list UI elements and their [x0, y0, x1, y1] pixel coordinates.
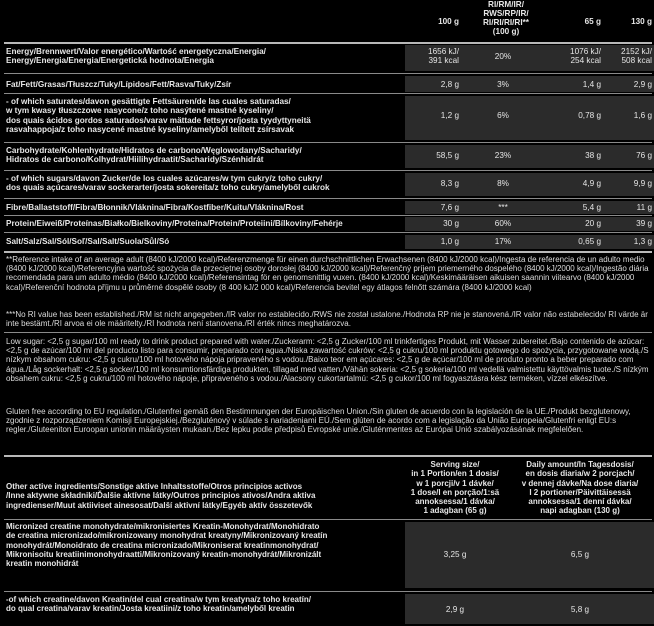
- value-100g: 1,2 g: [440, 111, 459, 120]
- nutrient-label-fibre: Fibre/Ballaststoff/Fibra/Błonnik/Vláknina/Fibra/Kostfiber/Kuitu/Vláknina/Rost: [6, 203, 304, 212]
- divider: [4, 170, 652, 171]
- value-ri: 3%: [497, 80, 509, 89]
- value-ri: 20%: [494, 52, 512, 61]
- nutrient-label-sugars: - of which sugars/davon Zucker/de los cuales azúcares/w tym cukry/z toho cukry/ dos quais açúcares/varav sockerarter/josta sokereita/z toho cukry/amelyből cukrok: [6, 174, 330, 193]
- value-65g: 0,78 g: [578, 111, 601, 120]
- value-65g: 5,4 g: [582, 203, 601, 212]
- divider: [4, 591, 652, 592]
- divider: [4, 455, 652, 457]
- no-ri-note: ***No RI value has been established./RM ist nicht angegeben./IR valor no establecido./RWS nie został ustalone./Hodnota RP nie je stanovená./IR valor não estabelecido/ RI värde är inte bestämt./RI arvoa ei ole määritelty./RI hodnota není stanovena./RI érték nincs meghatározva.: [6, 310, 648, 329]
- col-header-65g: 65 g: [584, 17, 601, 26]
- daily-value: 6,5 g: [570, 550, 590, 559]
- value-100g: 30 g: [443, 219, 459, 228]
- value-130g: 1,6 g: [633, 111, 652, 120]
- divider: [4, 42, 652, 44]
- serving-value: 2,9 g: [445, 605, 465, 614]
- value-65g: 20 g: [585, 219, 601, 228]
- nutrient-label-energy: Energy/Brennwert/Valor energético/Wartość energetyczna/Energia/ Energy/Energia/Energia/Energetická hodnota/Energia: [6, 47, 266, 66]
- active-label-creatine-monohydrate: Micronized creatine monohydrate/mikronisiertes Kreatin-Monohydrat/Monohidrato de creatina micronizado/mikronizowany monohydrat kreatyny/Mikronizovaný kreatín monohydrát/Monoidrato de creatina micronizado/Mikroniserat kreatinmonohydrat/ Mikronisoitu kreatiinimonohydraatti/Mikronizovaný kreatin-monohydrát/Mikronizált kreatin monohidrát: [6, 522, 328, 569]
- value-65g: 4,9 g: [582, 179, 601, 188]
- divider: [4, 93, 652, 94]
- nutrient-label-fat: Fat/Fett/Grasas/Tłuszcz/Tuky/Lípidos/Fett/Rasva/Tuky/Zsír: [6, 80, 232, 89]
- divider: [4, 198, 652, 199]
- value-100g: 58,5 g: [436, 151, 459, 160]
- active-label-creatine: -of which creatine/davon Kreatin/del cual creatina/w tym kreatyna/z toho kreatín/ do qual creatina/varav kreatin/Josta kreatiini/z toho kreatin/amelyből kreatin: [6, 595, 311, 614]
- divider: [4, 73, 652, 74]
- value-100g: 2,8 g: [440, 80, 459, 89]
- value-100g: 1656 kJ/ 391 kcal: [428, 47, 459, 66]
- value-ri: 6%: [497, 111, 509, 120]
- value-130g: 1,3 g: [633, 237, 652, 246]
- reference-intake-note: **Reference intake of an average adult (8400 kJ/2000 kcal)/Referenzmenge für einen durchschnittlichen Erwachsenen (8400 kJ/2000 kcal)/Ingesta de referencia de un adulto medio (8400 kJ/2000 kcal)/Referencyjna wartość spożycia dla przeciętnej osoby dorosłej (8400 kJ/2000 kcal)/Referenčný príjem priemerného dospelého (8400 kJ/2000 kcal)/Ingestão diária recomendada para um adulto médio (8400 kJ/2000 kcal)/Referensintag för en genomsnittlig vuxen. (8400 kJ/2000 kcal)/Keskimääräisen aikuisen saannin viitearvo (8400 kJ/2000 kcal)/Referenční hodnota příjmu u průměrné dospělé osoby (8 400 kJ/2 000 kcal)/Referencia bevitel egy átlagos felnőtt számára (8400 kJ/2000 kcal): [6, 255, 649, 292]
- value-130g: 11 g: [636, 203, 652, 212]
- divider: [4, 332, 652, 333]
- gluten-free-claim: Gluten free according to EU regulation./Glutenfrei gemäß den Bestimmungen der Europäischen Union./Sin gluten de acuerdo con la legislación de la UE./Produkt bezglutenowy, zgodnie z rozporządzeniem Komisji Europejskiej./Bezgluténový v súlade s nariadeniami EÚ./Sem glúten de acordo com a legislação da União Europeia/Glutenfri enligt EU:s regler./Gluteeniton Euroopan unionin määräysten mukaan./Bez lepku podle předpisů Evropské unie./Gluténmentes az Európai Unió szabályozásának megfelelően.: [6, 407, 631, 435]
- value-130g: 2,9 g: [633, 80, 652, 89]
- value-ri: 8%: [497, 179, 509, 188]
- nutrient-label-saturates: - of which saturates/davon gesättigte Fettsäuren/de las cuales saturadas/ w tym kwasy tłuszczowe nasycone/z toho nasýtené mastné kyseliny/ dos quais ácidos gordos saturados/varav mättade fettsyror/josta tyydyttyneitä rasvahappoja/z toho nasycené mastné kyseliny/amelyből telített zsírsavak: [6, 97, 311, 135]
- value-65g: 1076 kJ/ 254 kcal: [570, 47, 601, 66]
- col-header-ri: RI/RM/IR/ RWS/RP/IR/ RI/RI/RI/RI** (100 g): [483, 0, 529, 36]
- value-ri: 17%: [494, 237, 512, 246]
- value-100g: 8,3 g: [440, 179, 459, 188]
- value-100g: 1,0 g: [440, 237, 459, 246]
- divider: [4, 519, 652, 520]
- daily-value: 5,8 g: [570, 605, 590, 614]
- value-ri: ***: [498, 203, 508, 212]
- value-65g: 38 g: [585, 151, 601, 160]
- divider: [4, 232, 652, 233]
- divider: [4, 215, 652, 216]
- value-ri: 23%: [494, 151, 512, 160]
- nutrient-label-salt: Salt/Salz/Sal/Sól/Soľ/Sal/Salt/Suola/Sůl/Só: [6, 237, 170, 246]
- value-130g: 2152 kJ/ 508 kcal: [621, 47, 652, 66]
- value-130g: 9,9 g: [633, 179, 652, 188]
- low-sugar-claim: Low sugar: <2,5 g sugar/100 ml ready to drink product prepared with water./Zuckerarm: <2,5 g Zucker/100 ml trinkfertiges Produkt, mit Wasser zubereitet./Bajo contenido de azúcar: <2,5 g de azúcar/100 ml del producto listo para consumir, preparado con agua./Niska zawartość cukrów: <2,5 g cukru/100 ml produktu gotowego do spożycia, przygotowane wodą./S nízkym obsahom cukru: <2,5 g cukru/100 ml hotového nápoja pripraveného s vodou./Baixo teor em açúcares: <2,5 g de açúcar/100 ml de produto pronto a beber preparado com água./Låg sockerhalt: <2,5 g socker/100 ml konsumtionsfärdiga produkten, tillagad med vatten./Vähän sokeria: <2,5 g sokeria/100 ml vedellä valmistettu käyttövalmis tuote./S nízkým obsahem cukru: <2,5 g cukru/100 ml hotového nápoje, připraveného s vodou./Alacsony cukortartalmú: <2,5 g cukor/100 ml fogyasztásra kész terméken, vízzel elkészítve.: [6, 337, 649, 383]
- serving-value: 3,25 g: [443, 550, 467, 559]
- col-header-130g: 130 g: [631, 17, 652, 26]
- divider: [4, 251, 652, 253]
- nutrient-label-protein: Protein/Eiweiß/Proteínas/Białko/Bielkoviny/Proteína/Protein/Proteiini/Bílkoviny/Fehérje: [6, 219, 343, 228]
- col-header-100g: 100 g: [438, 17, 459, 26]
- divider: [4, 142, 652, 143]
- value-65g: 0,65 g: [578, 237, 601, 246]
- nutrient-label-carbohydrate: Carbohydrate/Kohlenhydrate/Hidratos de carbono/Węglowodany/Sacharidy/ Hidratos de carbono/Kolhydrat/Hiilihydraatit/Sacharidy/Szénhidrát: [6, 146, 302, 165]
- value-130g: 76 g: [636, 151, 652, 160]
- value-130g: 39 g: [636, 219, 652, 228]
- value-ri: 60%: [494, 219, 512, 228]
- value-100g: 7,6 g: [440, 203, 459, 212]
- value-65g: 1,4 g: [582, 80, 601, 89]
- serving-size-header: Serving size/ in 1 Portion/en 1 dosis/ w 1 porcji/v 1 dávke/ 1 dose/l en porção/1:sä annoksessa/1 dávka/ 1 adagban (65 g): [410, 460, 500, 516]
- daily-amount-header: Daily amount/In Tagesdosis/ en dosis diaria/w 2 porcjach/ v dennej dávke/Na dose diaria/ I 2 portioner/Päivittäisessä annoksessa/1 denní dávka/ napi adagban (130 g): [521, 460, 639, 516]
- active-ingredients-heading: Other active ingredients/Sonstige aktive Inhaltsstoffe/Otros principios activos /Inne aktywne składniki/Ďalšie aktívne látky/Outros principios ativos/Andra aktiva ingredienser/Muut aktiiviset ainesosat/Další aktivní látky/Egyéb aktív összetevők: [6, 482, 316, 510]
